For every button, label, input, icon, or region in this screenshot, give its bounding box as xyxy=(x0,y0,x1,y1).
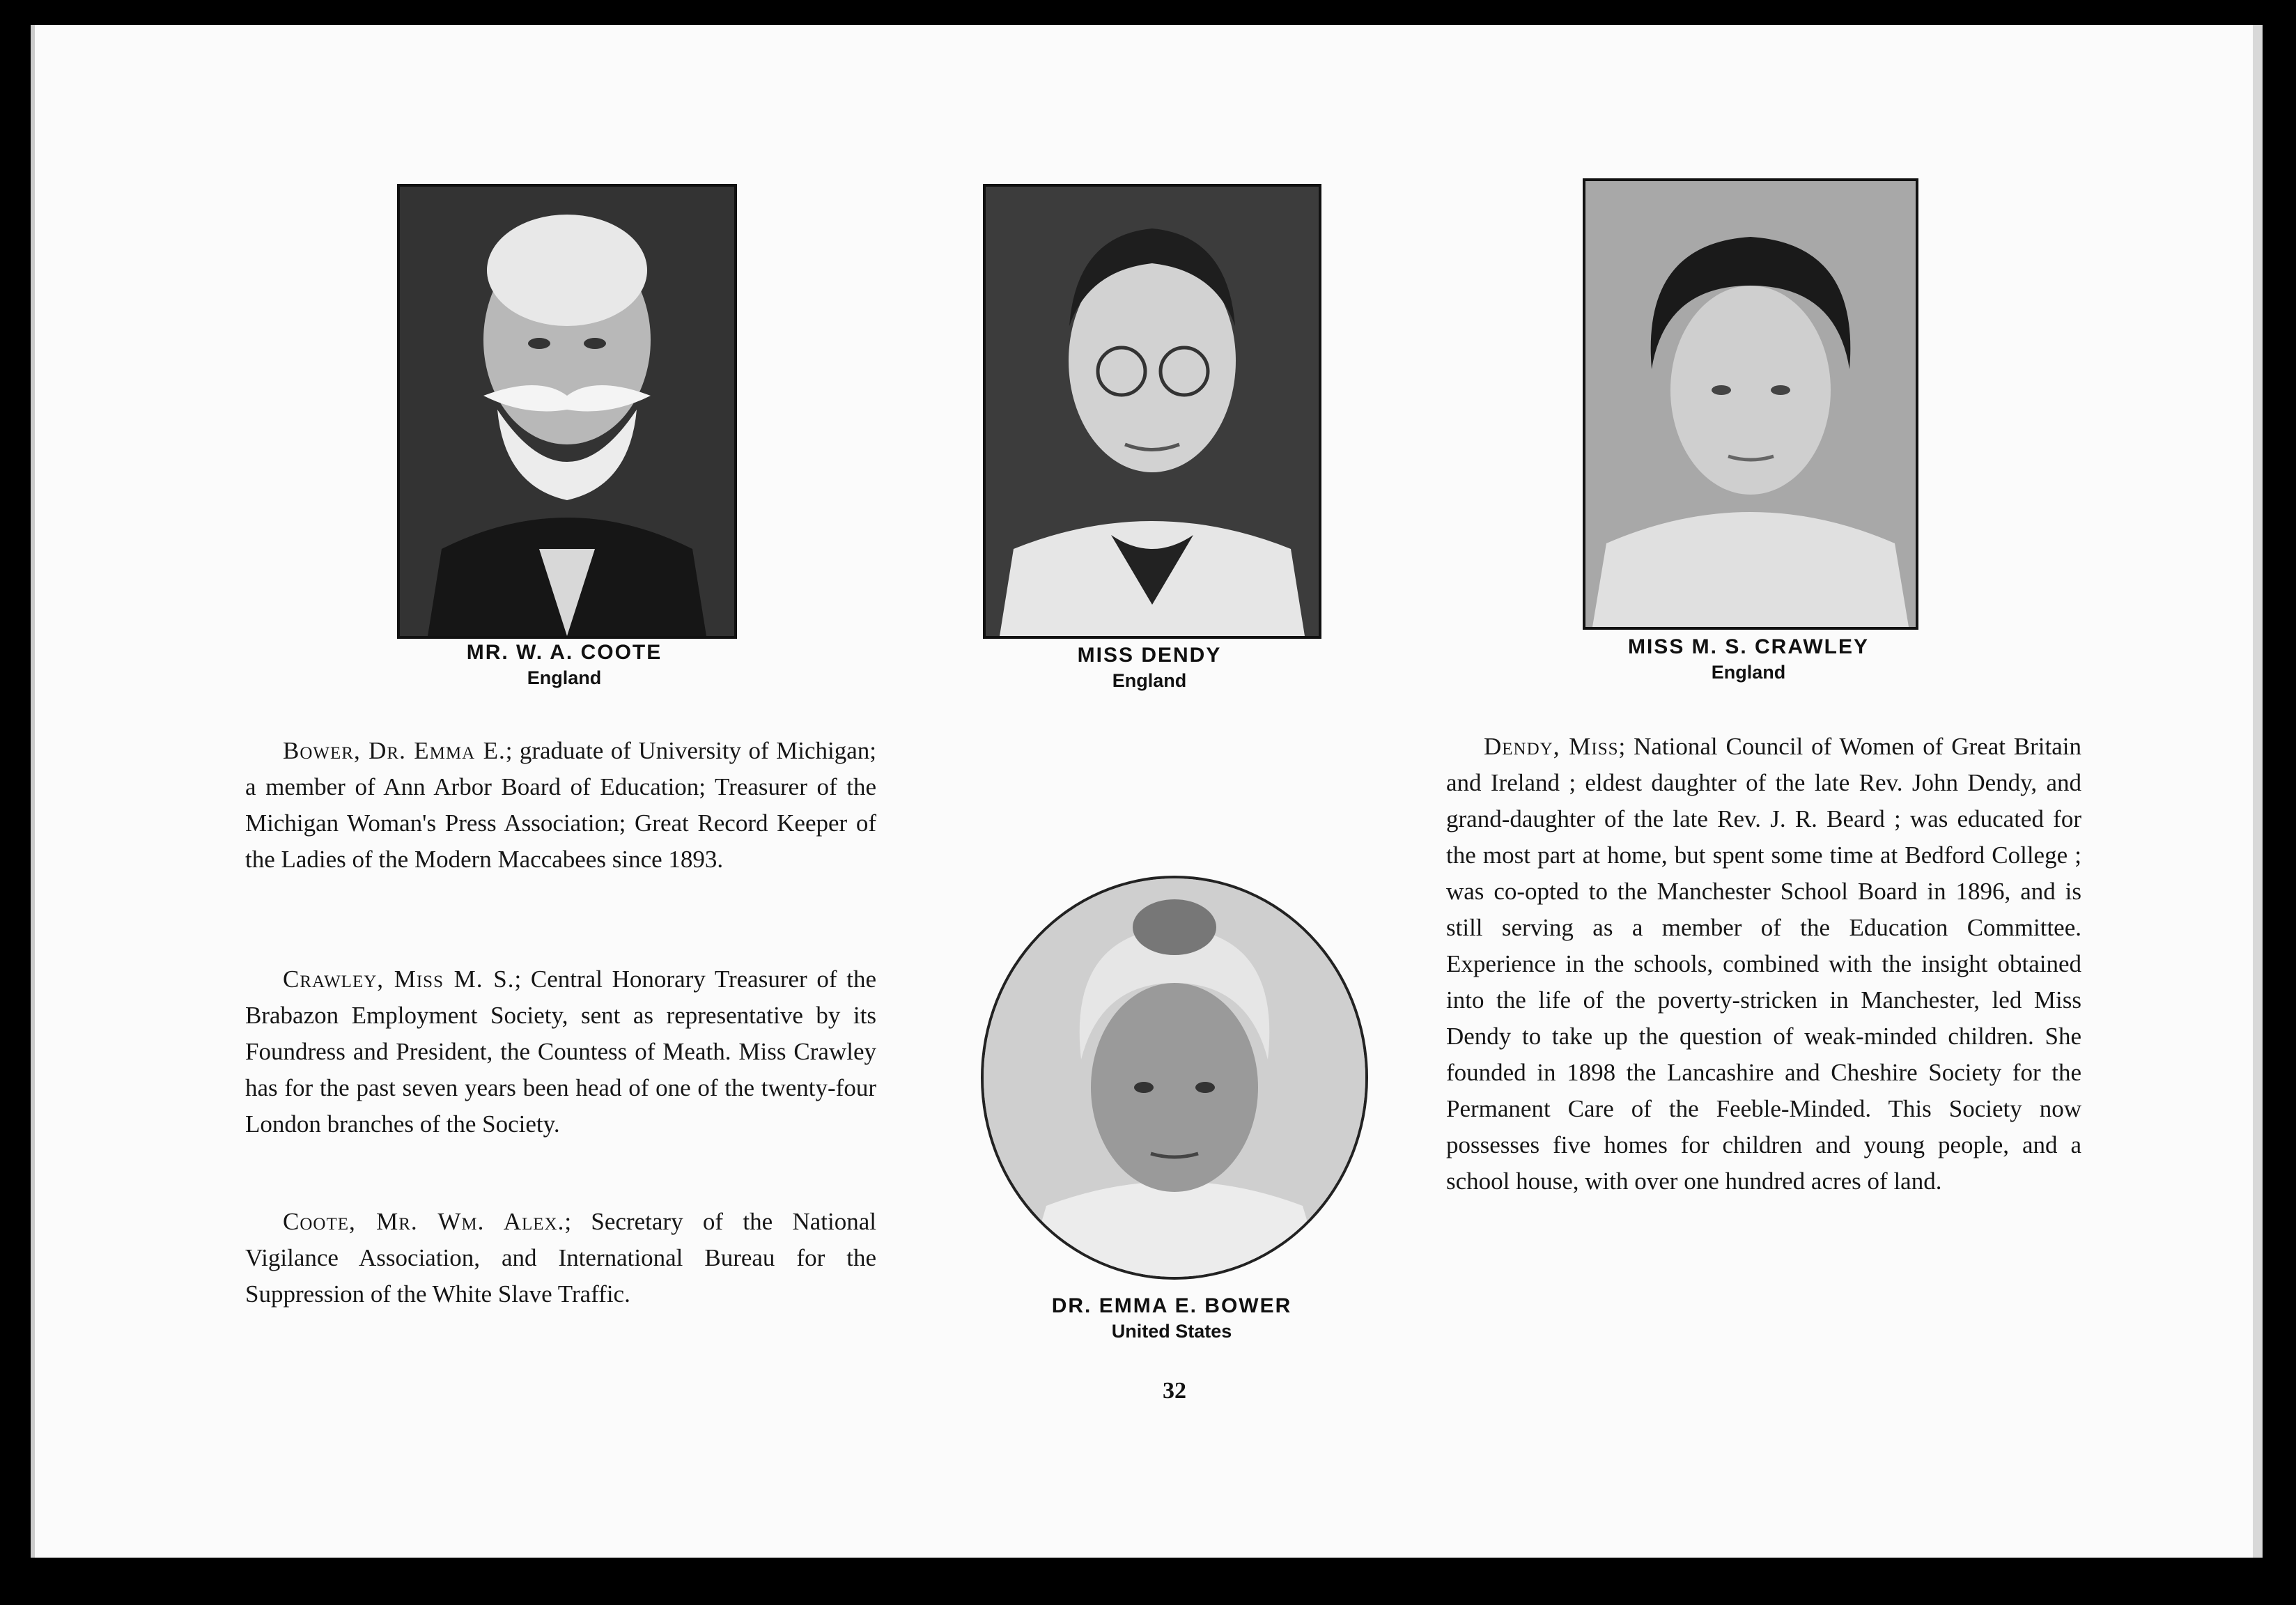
portrait-dendy-photo xyxy=(983,184,1321,639)
entry-dendy xyxy=(1446,729,2081,1200)
entry-text: ; graduate of University of Michigan; a member of Ann Arbor Board of Education; Treasurer of the Michigan Woman's Press Association; Great Record Keeper of the Ladies of the Modern Maccabees since 1893. xyxy=(245,737,876,873)
portrait-country: England xyxy=(527,667,602,688)
entry-crawley xyxy=(245,961,876,1142)
portrait-country: England xyxy=(1112,670,1187,691)
entry-text: ; Secretary of the National Vigilance Association, and International Bureau for the Suppression of the White Slave Traffic. xyxy=(245,1208,876,1308)
entry-bower xyxy=(245,733,876,878)
entry-lead: Crawley, Miss M. S. xyxy=(283,966,515,993)
portrait-country: England xyxy=(1711,662,1786,683)
entry-lead: Coote, Mr. Wm. Alex. xyxy=(283,1208,565,1235)
portrait-name: MISS DENDY xyxy=(1077,644,1222,667)
portrait-dendy-caption xyxy=(975,644,1324,692)
portrait-bower-caption xyxy=(998,1294,1346,1342)
page-number: 32 xyxy=(1163,1378,1186,1404)
entry-text: ; Central Honorary Treasurer of the Brabazon Employment Society, sent as representative by its Foundress and President, the Countess of Meath. Miss Crawley has for the past seven years been head of one of the twenty-four London branches of the Society. xyxy=(245,966,877,1138)
portrait-crawley-caption xyxy=(1574,635,1923,683)
portrait-name: MISS M. S. CRAWLEY xyxy=(1627,635,1870,658)
entry-lead: Dendy, Miss xyxy=(1484,733,1619,760)
entry-coote xyxy=(245,1204,876,1312)
portrait-bower-photo xyxy=(981,876,1368,1280)
page-edge xyxy=(2253,25,2263,1558)
portrait-name: DR. EMMA E. BOWER xyxy=(1051,1294,1292,1317)
entry-text: ; National Council of Women of Great Britain and Ireland ; eldest daughter of the late Rev. John Dendy, and grand-daughter of the late Rev. J. R. Beard ; was educated for the most part at home, but spent some time at Bedford College ; was co-opted to the Manchester School Board in 1896, and is still serving as a member of the Education Committee. Experience in the schools, combined with the insight obtained into the life of the poverty-stricken in Manchester, led Miss Dendy to take up the question of weak-minded children. She founded in 1898 the Lancashire and Cheshire Society for the Permanent Care of the Feeble-Minded. This Society now possesses five homes for children and young people, and a school house, with over one hundred acres of land. xyxy=(1446,733,2081,1195)
portrait-country: United States xyxy=(1111,1321,1232,1342)
portrait-name: MR. W. A. COOTE xyxy=(466,641,662,664)
portrait-crawley-photo xyxy=(1583,178,1918,630)
portrait-coote-caption xyxy=(390,641,738,689)
entry-lead: Bower, Dr. Emma E. xyxy=(283,737,506,764)
portrait-coote-photo xyxy=(397,184,737,639)
